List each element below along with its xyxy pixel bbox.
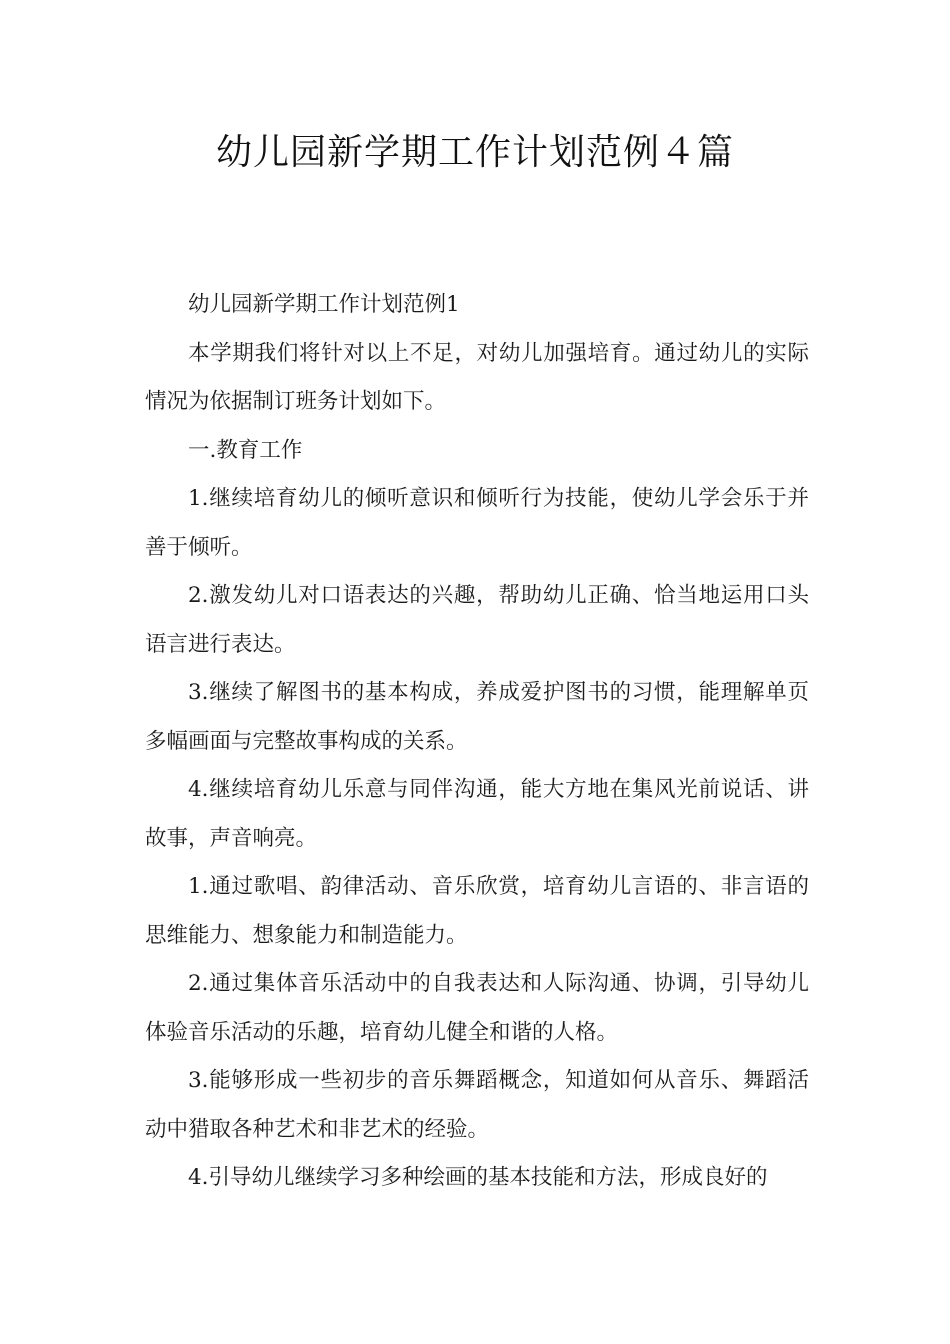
paragraph-item: 2.激发幼儿对口语表达的兴趣，帮助幼儿正确、恰当地运用口头语言进行表达。 bbox=[145, 583, 809, 657]
document-title: 幼儿园新学期工作计划范例４篇 bbox=[215, 132, 734, 173]
paragraph-item: 1.通过歌唱、韵律活动、音乐欣赏，培育幼儿言语的、非言语的思维能力、想象能力和制造能力。 bbox=[145, 874, 809, 948]
paragraph-item: 3.继续了解图书的基本构成，养成爱护图书的习惯，能理解单页多幅画面与完整故事构成的关系。 bbox=[145, 680, 809, 754]
paragraph-item: 4.继续培育幼儿乐意与同伴沟通，能大方地在集风光前说话、讲故事，声音响亮。 bbox=[145, 777, 809, 851]
paragraph-intro: 本学期我们将针对以上不足，对幼儿加强培育。通过幼儿的实际情况为依据制订班务计划如下。 bbox=[145, 340, 809, 414]
paragraph-item: 4.引导幼儿继续学习多种绘画的基本技能和方法，形成良好的 bbox=[188, 1165, 768, 1190]
paragraph-item: 2.通过集体音乐活动中的自我表达和人际沟通、协调，引导幼儿体验音乐活动的乐趣，培育幼儿健全和谐的人格。 bbox=[145, 971, 809, 1045]
paragraph-section-heading: 幼儿园新学期工作计划范例1 bbox=[188, 292, 460, 317]
paragraph-item: 3.能够形成一些初步的音乐舞蹈概念，知道如何从音乐、舞蹈活动中猎取各种艺术和非艺术的经验。 bbox=[145, 1068, 809, 1142]
paragraph-education-heading: 一.教育工作 bbox=[188, 437, 303, 463]
paragraph-item: 1.继续培育幼儿的倾听意识和倾听行为技能，使幼儿学会乐于并善于倾听。 bbox=[145, 486, 809, 560]
document-body bbox=[145, 281, 809, 1203]
